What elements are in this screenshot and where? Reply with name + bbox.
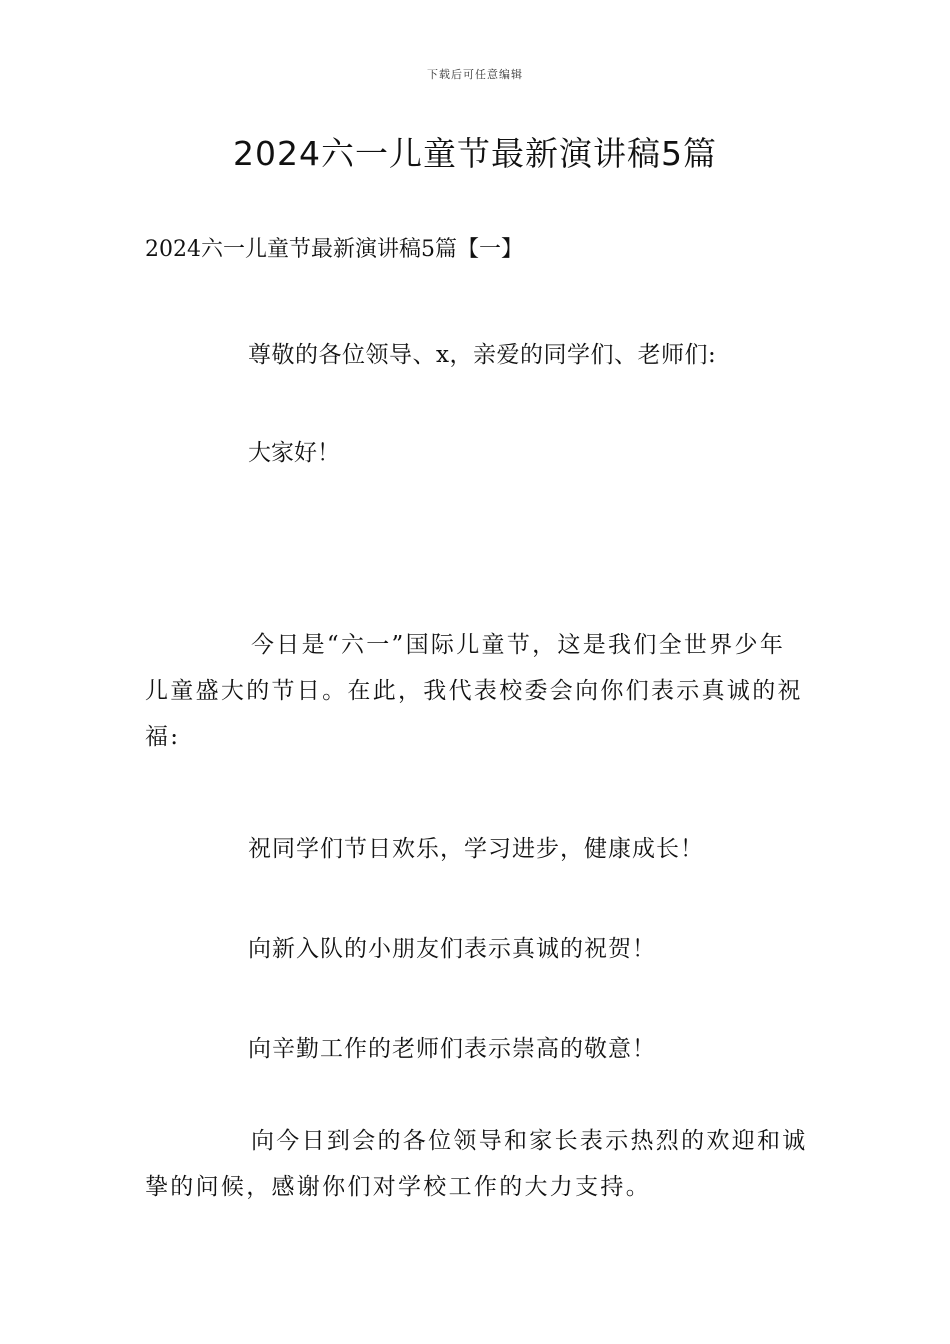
document-title: 2024六一儿童节最新演讲稿5篇 [233, 134, 717, 173]
paragraph-1 [145, 622, 810, 760]
wish-3: 向辛勤工作的老师们表示崇高的敬意！ [248, 1036, 656, 1062]
salutation: 尊敬的各位领导、x，亲爱的同学们、老师们: [248, 342, 717, 368]
paragraph-2 [145, 1118, 810, 1210]
paragraph-1-text: 今日是“六一”国际儿童节，这是我们全世界少年儿童盛大的节日。在此，我代表校委会向你们表示真诚的祝福: [145, 632, 803, 750]
greeting: 大家好！ [248, 440, 340, 466]
wish-1: 祝同学们节日欢乐，学习进步，健康成长！ [248, 836, 704, 862]
wish-2: 向新入队的小朋友们表示真诚的祝贺！ [248, 936, 656, 962]
section-heading: 2024六一儿童节最新演讲稿5篇【一】 [145, 237, 523, 262]
header-note: 下载后可任意编辑 [427, 68, 523, 81]
paragraph-2-text: 向今日到会的各位领导和家长表示热烈的欢迎和诚挚的问候，感谢你们对学校工作的大力支持。 [145, 1128, 808, 1200]
